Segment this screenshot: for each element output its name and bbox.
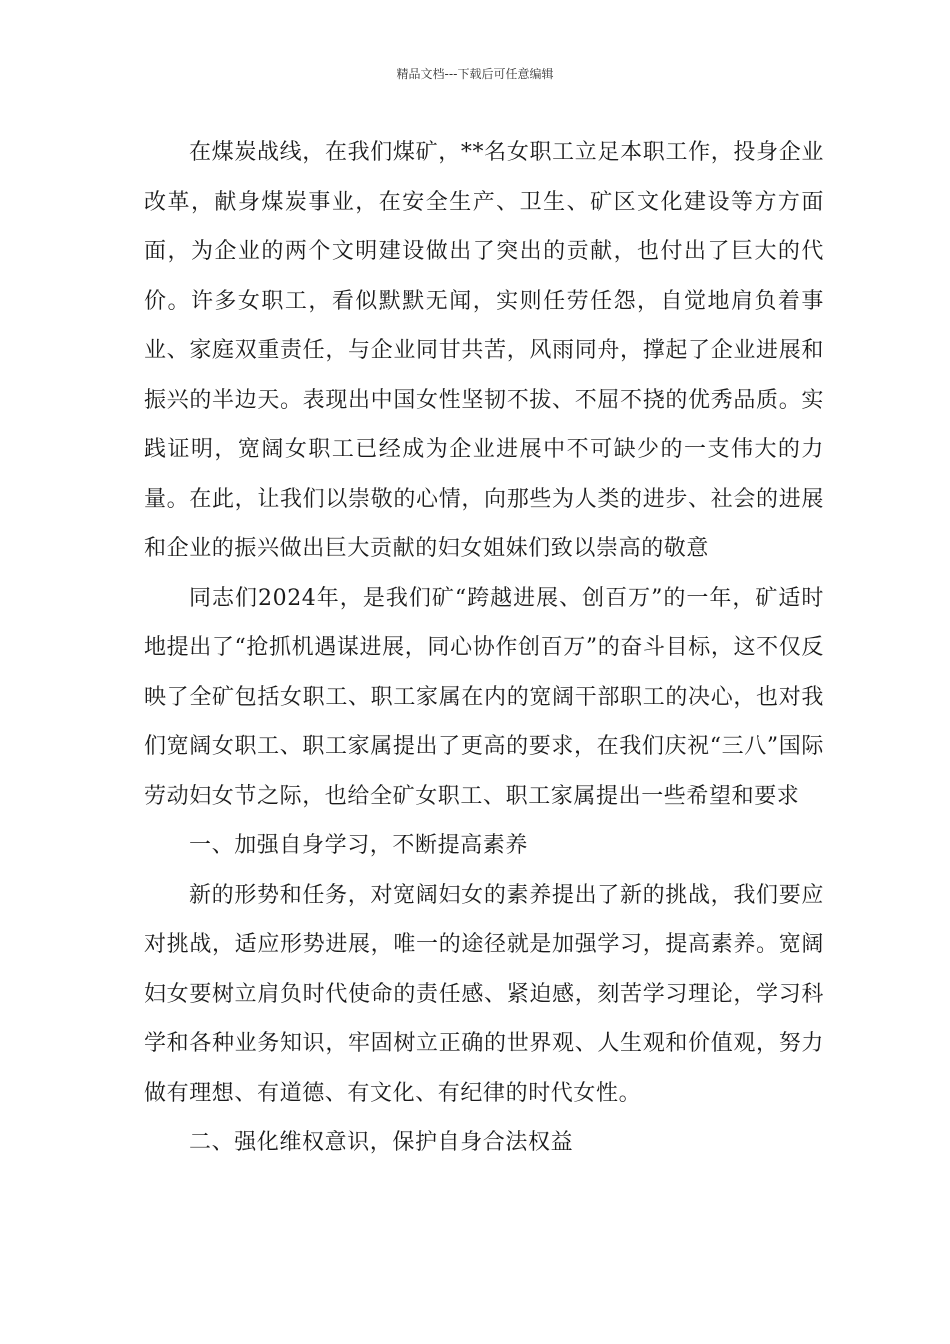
document-body bbox=[144, 128, 824, 1168]
page-header: 精品文档---下载后可任意编辑 bbox=[396, 67, 554, 81]
section-heading-rights: 二、强化维权意识，保护自身合法权益 bbox=[189, 1130, 574, 1155]
paragraph-coal-front: 在煤炭战线，在我们煤矿，**名女职工立足本职工作，投身企业改革，献身煤炭事业，在安全生产、卫生、矿区文化建设等方方面面，为企业的两个文明建设做出了突出的贡献，也付出了巨大的代价。许多女职工，看似默默无闻，实则任劳任怨，自觉地肩负着事业、家庭双重责任，与企业同甘共苦，风雨同舟，撑起了企业进展和振兴的半边天。表现出中国女性坚韧不拔、不屈不挠的优秀品质。实践证明，宽阔女职工已经成为企业进展中不可缺少的一支伟大的力量。在此，让我们以崇敬的心情，向那些为人类的进步、社会的进展和企业的振兴做出巨大贡献的妇女姐妹们致以崇高的敬意 bbox=[144, 140, 824, 561]
paragraph-new-situation: 新的形势和任务，对宽阔妇女的素养提出了新的挑战，我们要应对挑战，适应形势进展，唯一的途径就是加强学习，提高素养。宽阔妇女要树立肩负时代使命的责任感、紧迫感，刻苦学习理论，学习科学和各种业务知识，牢固树立正确的世界观、人生观和价值观，努力做有理想、有道德、有文化、有纪律的时代女性。 bbox=[144, 882, 824, 1106]
paragraph-comrades-2024: 同志们2024年，是我们矿“跨越进展、创百万”的一年，矿适时地提出了“抢抓机遇谋进展，同心协作创百万”的奋斗目标，这不仅反映了全矿包括女职工、职工家属在内的宽阔干部职工的决心，也对我们宽阔女职工、职工家属提出了更高的要求，在我们庆祝“三八”国际劳动妇女节之际，也给全矿女职工、职工家属提出一些希望和要求 bbox=[144, 585, 824, 809]
section-heading-study: 一、加强自身学习，不断提高素养 bbox=[189, 833, 529, 858]
